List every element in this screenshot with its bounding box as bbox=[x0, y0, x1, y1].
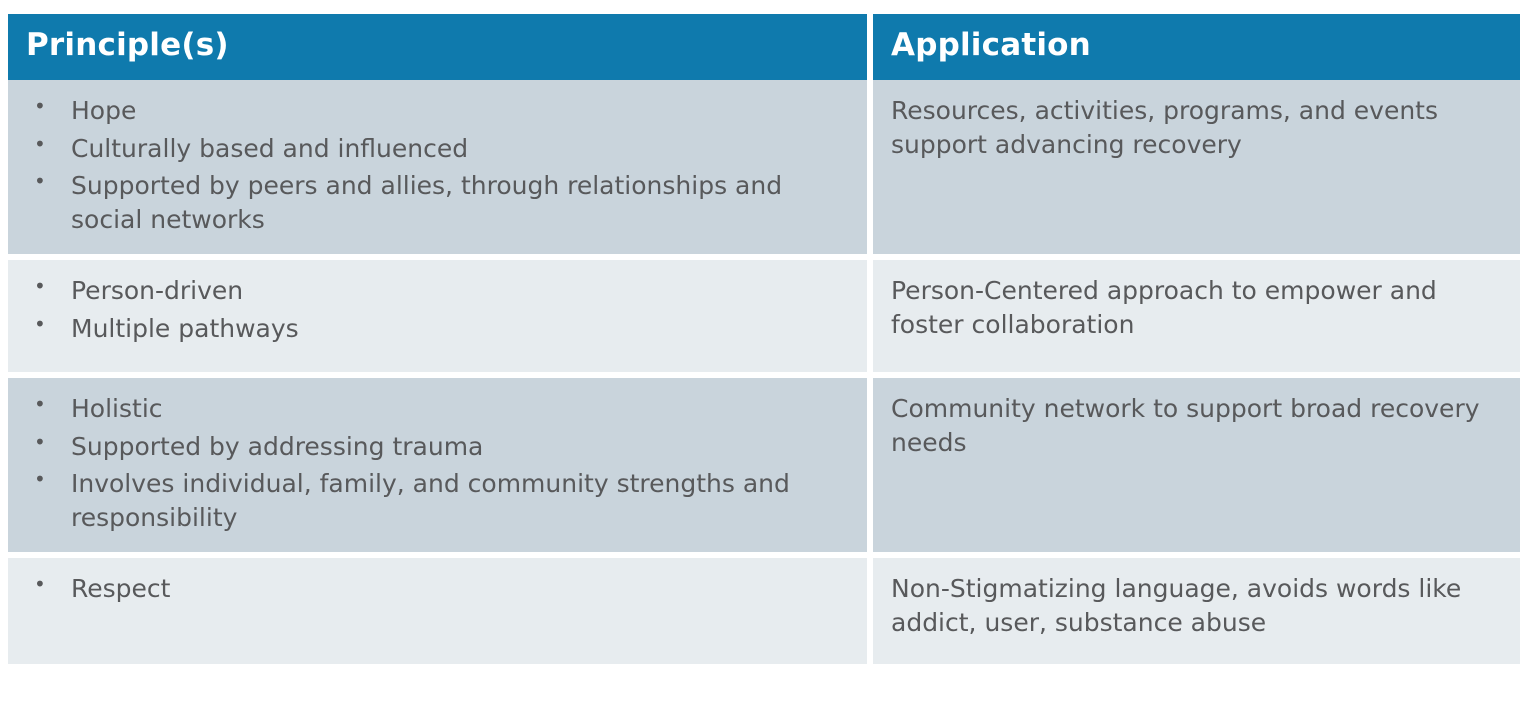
principles-cell bbox=[8, 375, 870, 555]
principles-list bbox=[26, 274, 849, 345]
list-item: • Holistic bbox=[26, 392, 849, 426]
principles-application-table bbox=[8, 14, 1520, 670]
application-cell bbox=[870, 375, 1520, 555]
application-text: Person-Centered approach to empower and foster collaboration bbox=[891, 276, 1437, 339]
table-row bbox=[8, 555, 1520, 667]
list-item: • Multiple pathways bbox=[26, 312, 849, 346]
table-row bbox=[8, 257, 1520, 375]
list-item: • Involves individual, family, and community strengths and responsibility bbox=[26, 467, 849, 534]
principles-cell bbox=[8, 257, 870, 375]
column-header-application: Application bbox=[870, 14, 1520, 80]
list-item: • Hope bbox=[26, 94, 849, 128]
table-body bbox=[8, 80, 1520, 667]
principles-cell bbox=[8, 555, 870, 667]
application-cell bbox=[870, 555, 1520, 667]
principles-list bbox=[26, 392, 849, 534]
application-text: Resources, activities, programs, and events support advancing recovery bbox=[891, 96, 1439, 159]
table-header-row bbox=[8, 14, 1520, 80]
list-item: • Supported by addressing trauma bbox=[26, 430, 849, 464]
principles-list bbox=[26, 94, 849, 236]
list-item: • Supported by peers and allies, through relationships and social networks bbox=[26, 169, 849, 236]
application-cell bbox=[870, 80, 1520, 257]
list-item: • Culturally based and influenced bbox=[26, 132, 849, 166]
table-row bbox=[8, 80, 1520, 257]
list-item: • Respect bbox=[26, 572, 849, 606]
table-header bbox=[8, 14, 1520, 80]
application-text: Non-Stigmatizing language, avoids words like addict, user, substance abuse bbox=[891, 574, 1462, 637]
application-text: Community network to support broad recovery needs bbox=[891, 394, 1480, 457]
principles-list bbox=[26, 572, 849, 606]
list-item: • Person-driven bbox=[26, 274, 849, 308]
column-header-principles: Principle(s) bbox=[8, 14, 870, 80]
application-cell bbox=[870, 257, 1520, 375]
principles-cell bbox=[8, 80, 870, 257]
table-row bbox=[8, 375, 1520, 555]
